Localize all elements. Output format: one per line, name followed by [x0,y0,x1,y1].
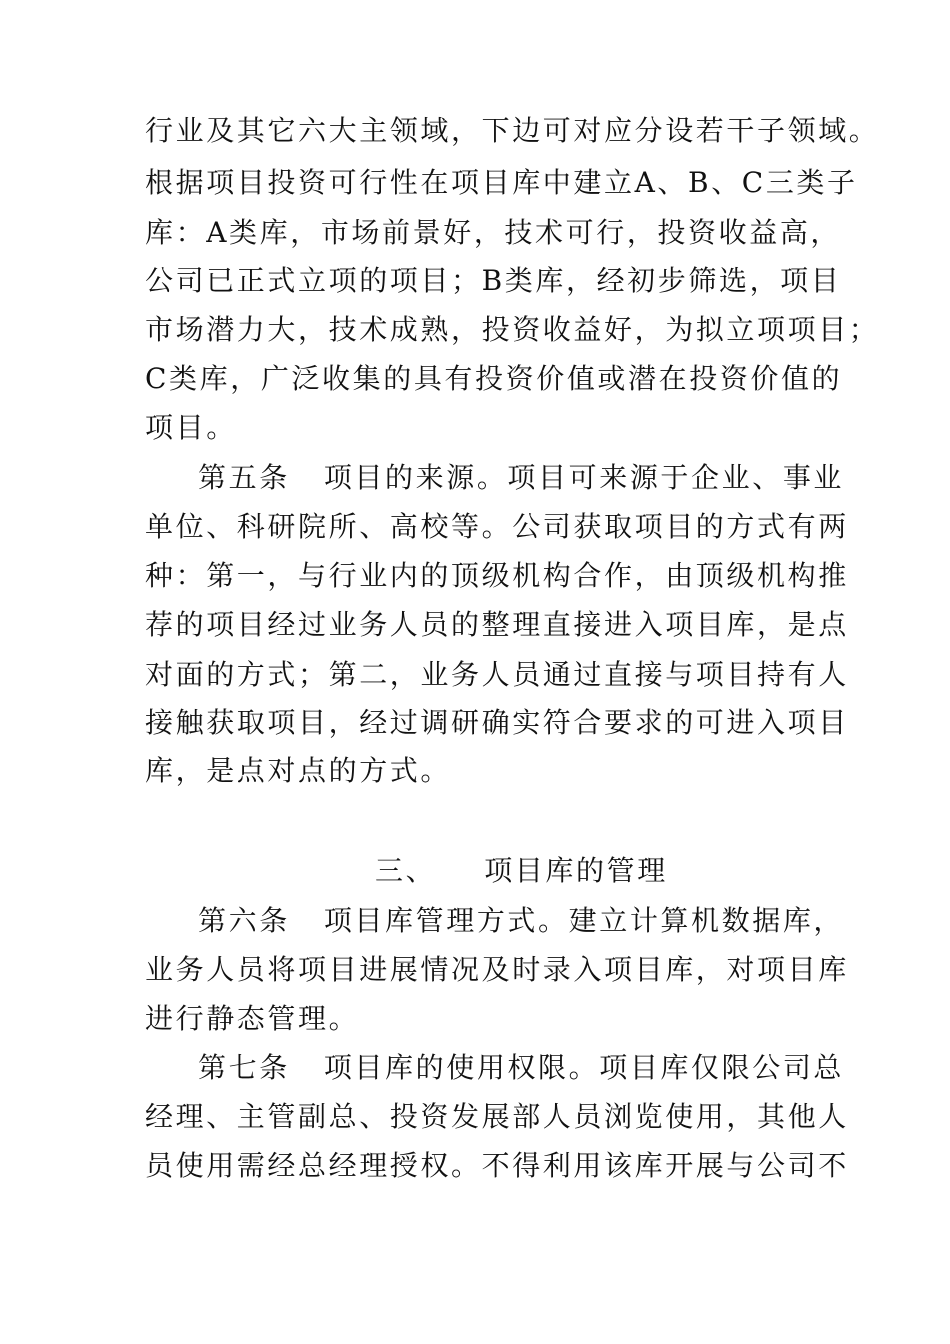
text-line: 接触获取项目，经过调研确实符合要求的可进入项目 [145,706,849,739]
section-title: 项目库的管理 [484,854,668,887]
text-line: 员使用需经总经理授权。不得利用该库开展与公司不 [145,1149,849,1182]
article-text: 项目的来源。项目可来源于企业、事业 [323,461,845,494]
article-label: 第七条 [198,1051,290,1084]
text-line: C类库，广泛收集的具有投资价值或潜在投资价值的 [145,362,843,395]
article-label: 第六条 [198,904,290,937]
text-line: 业务人员将项目进展情况及时录入项目库，对项目库 [145,953,849,986]
article-6-first-line [198,896,878,946]
article-text: 项目库管理方式。建立计算机数据库， [323,904,845,937]
text-line: 经理、主管副总、投资发展部人员浏览使用，其他人 [145,1100,849,1133]
text-line: 公司已正式立项的项目；B类库，经初步筛选，项目 [145,264,842,297]
text-line: 种：第一，与行业内的顶级机构合作，由顶级机构推 [145,559,849,592]
text-line: 根据项目投资可行性在项目库中建立A、B、C三类子 [145,166,858,199]
text-line: 项目。 [145,411,237,444]
text-line: 荐的项目经过业务人员的整理直接进入项目库，是点 [145,608,849,641]
article-7-first-line [198,1043,878,1093]
text-line: 单位、科研院所、高校等。公司获取项目的方式有两 [145,510,849,543]
section-number: 三、 [375,854,437,887]
section-heading [375,846,668,896]
text-line: 对面的方式；第二，业务人员通过直接与项目持有人 [145,658,849,691]
text-line: 库：A类库，市场前景好，技术可行，投资收益高， [145,216,842,249]
text-line: 行业及其它六大主领域，下边可对应分设若干子领域。 [145,114,880,147]
text-line: 库，是点对点的方式。 [145,754,452,787]
article-label: 第五条 [198,461,290,494]
article-text: 项目库的使用权限。项目库仅限公司总 [323,1051,845,1084]
text-line: 市场潜力大，技术成熟，投资收益好，为拟立项项目； [145,313,880,346]
article-5-first-line [198,453,878,503]
text-line: 进行静态管理。 [145,1002,360,1035]
